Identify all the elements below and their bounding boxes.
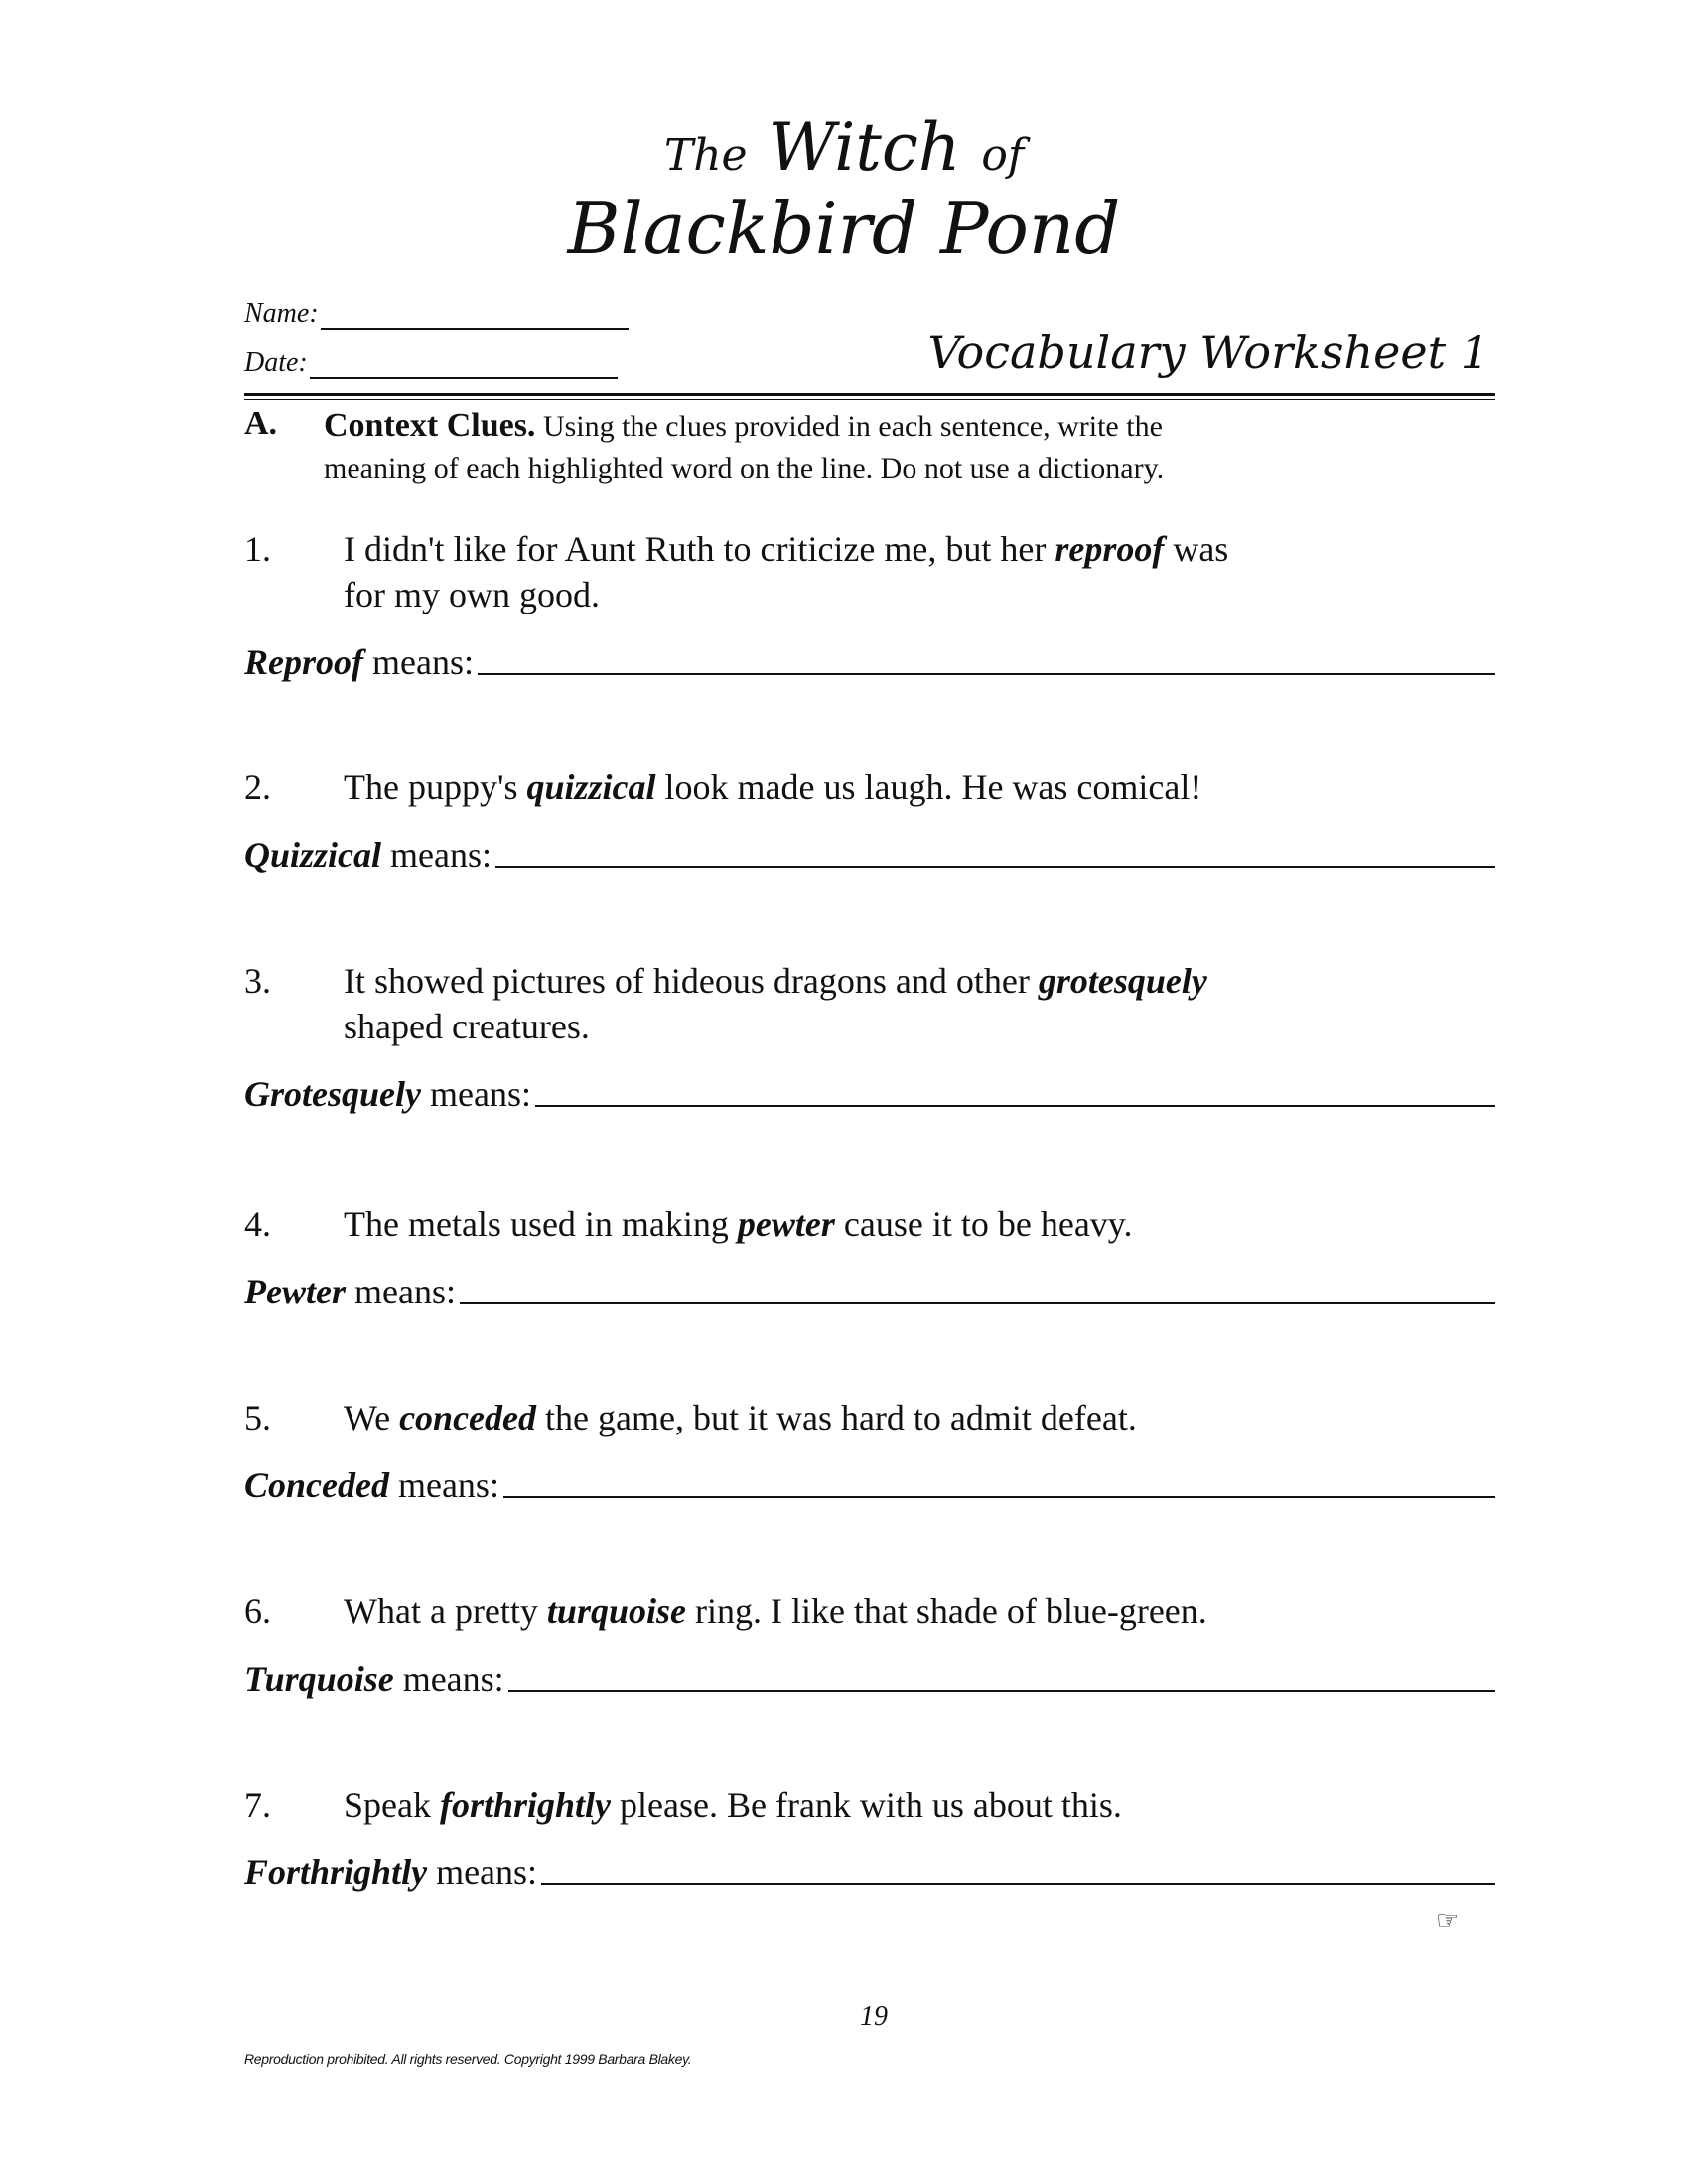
sentence-after: cause it to be heavy. (834, 1204, 1133, 1244)
means-text: means: (381, 835, 492, 875)
title-the: The (663, 130, 748, 181)
answer-label (244, 1271, 456, 1312)
sentence-after: look made us laugh. He was comical! (655, 767, 1202, 807)
sentence-after: please. Be frank with us about this. (611, 1785, 1122, 1825)
item-number: 1. (244, 529, 271, 569)
item-text (344, 764, 1495, 810)
answer-word: Grotesquely (244, 1074, 421, 1114)
answer-word: Forthrightly (244, 1852, 428, 1892)
item-sentence (244, 1201, 1495, 1247)
sentence-before: The metals used in making (344, 1204, 738, 1244)
means-text: means: (393, 1659, 504, 1699)
answer-line[interactable] (503, 1466, 1495, 1498)
answer-label (244, 641, 474, 683)
means-text: means: (427, 1852, 538, 1892)
divider-thick (244, 393, 1495, 396)
item-text (344, 1782, 1495, 1828)
item-number: 2. (244, 767, 271, 807)
book-title-line2: Blackbird Pond (567, 187, 1121, 270)
sentence-before: Speak (344, 1785, 440, 1825)
title-of: of (981, 130, 1025, 181)
answer-word: Reproof (244, 642, 363, 682)
means-text: means: (363, 642, 474, 682)
vocab-item (244, 1588, 1495, 1700)
item-sentence (244, 764, 1495, 810)
answer-label (244, 1851, 537, 1893)
page-number: 19 (860, 2001, 888, 2032)
vocab-item (244, 764, 1495, 876)
sentence-after: ring. I like that shade of blue-green. (685, 1591, 1207, 1631)
answer-line[interactable] (478, 643, 1495, 675)
means-text: means: (388, 1465, 499, 1505)
answer-label (244, 834, 492, 876)
answer-row[interactable] (244, 1464, 1495, 1506)
answer-word: Quizzical (244, 835, 382, 875)
vocab-item (244, 1201, 1495, 1312)
item-number: 6. (244, 1591, 271, 1631)
item-number: 4. (244, 1204, 271, 1244)
highlighted-word: reproof (1055, 529, 1165, 569)
sentence-line2: shaped creatures. (344, 1007, 590, 1046)
sentence-before: I didn't like for Aunt Ruth to criticize me, but her (344, 529, 1055, 569)
sentence-line2: for my own good. (344, 575, 600, 614)
section-instructions-2: meaning of each highlighted word on the line. Do not use a dictionary. (324, 452, 1165, 484)
item-sentence (244, 1782, 1495, 1828)
item-sentence (244, 526, 1495, 617)
name-line[interactable] (321, 304, 629, 330)
answer-label (244, 1073, 531, 1115)
section-letter: A. (244, 405, 278, 442)
sentence-before: The puppy's (344, 767, 527, 807)
answer-word: Conceded (244, 1465, 389, 1505)
highlighted-word: conceded (399, 1398, 537, 1437)
item-text (344, 1588, 1495, 1634)
sentence-before: What a pretty (344, 1591, 547, 1631)
date-label: Date: (244, 347, 308, 378)
answer-row[interactable] (244, 641, 1495, 683)
answer-word: Pewter (244, 1272, 346, 1311)
worksheet-title: Vocabulary Worksheet 1 (927, 326, 1489, 379)
section-line1 (324, 405, 1163, 448)
item-text (344, 958, 1495, 1049)
section-a (244, 405, 1495, 489)
sentence-before: It showed pictures of hideous dragons and other (344, 961, 1039, 1001)
item-text (344, 526, 1495, 617)
item-sentence (244, 1588, 1495, 1634)
divider-thin (244, 399, 1495, 400)
answer-line[interactable] (495, 836, 1495, 868)
answer-row[interactable] (244, 1658, 1495, 1700)
highlighted-word: turquoise (546, 1591, 686, 1631)
item-number: 3. (244, 961, 271, 1001)
means-text: means: (345, 1272, 456, 1311)
highlighted-word: pewter (737, 1204, 835, 1244)
answer-line[interactable] (535, 1075, 1495, 1107)
highlighted-word: quizzical (526, 767, 656, 807)
highlighted-word: forthrightly (439, 1785, 612, 1825)
item-sentence (244, 958, 1495, 1049)
date-field[interactable] (244, 347, 618, 379)
title-witch: Witch (768, 109, 961, 186)
date-line[interactable] (310, 353, 618, 379)
answer-label (244, 1658, 504, 1700)
answer-line[interactable] (508, 1660, 1495, 1692)
answer-word: Turquoise (244, 1659, 394, 1699)
vocab-item (244, 1395, 1495, 1506)
pointing-hand-icon: ☞ (1436, 1906, 1460, 1936)
name-label: Name: (244, 298, 319, 329)
vocab-item (244, 1782, 1495, 1893)
means-text: means: (420, 1074, 531, 1114)
item-text (344, 1395, 1495, 1440)
answer-row[interactable] (244, 1073, 1495, 1115)
answer-label (244, 1464, 499, 1506)
item-number: 5. (244, 1398, 271, 1437)
answer-row[interactable] (244, 834, 1495, 876)
answer-line[interactable] (541, 1853, 1495, 1885)
section-heading: Context Clues. (324, 407, 536, 444)
answer-line[interactable] (460, 1273, 1495, 1304)
sentence-after: the game, but it was hard to admit defeat. (536, 1398, 1137, 1437)
sentence-before: We (344, 1398, 400, 1437)
copyright-notice: Reproduction prohibited. All rights reserved. Copyright 1999 Barbara Blakey. (244, 2051, 692, 2067)
answer-row[interactable] (244, 1851, 1495, 1893)
highlighted-word: grotesquely (1038, 961, 1207, 1001)
book-title-line1 (0, 109, 1688, 186)
name-field[interactable] (244, 298, 629, 330)
vocab-item (244, 958, 1495, 1115)
vocab-item (244, 526, 1495, 683)
section-instructions-1: Using the clues provided in each sentence, write the (542, 410, 1163, 443)
sentence-after: was (1164, 529, 1229, 569)
item-number: 7. (244, 1785, 271, 1825)
item-sentence (244, 1395, 1495, 1440)
item-text (344, 1201, 1495, 1247)
answer-row[interactable] (244, 1271, 1495, 1312)
